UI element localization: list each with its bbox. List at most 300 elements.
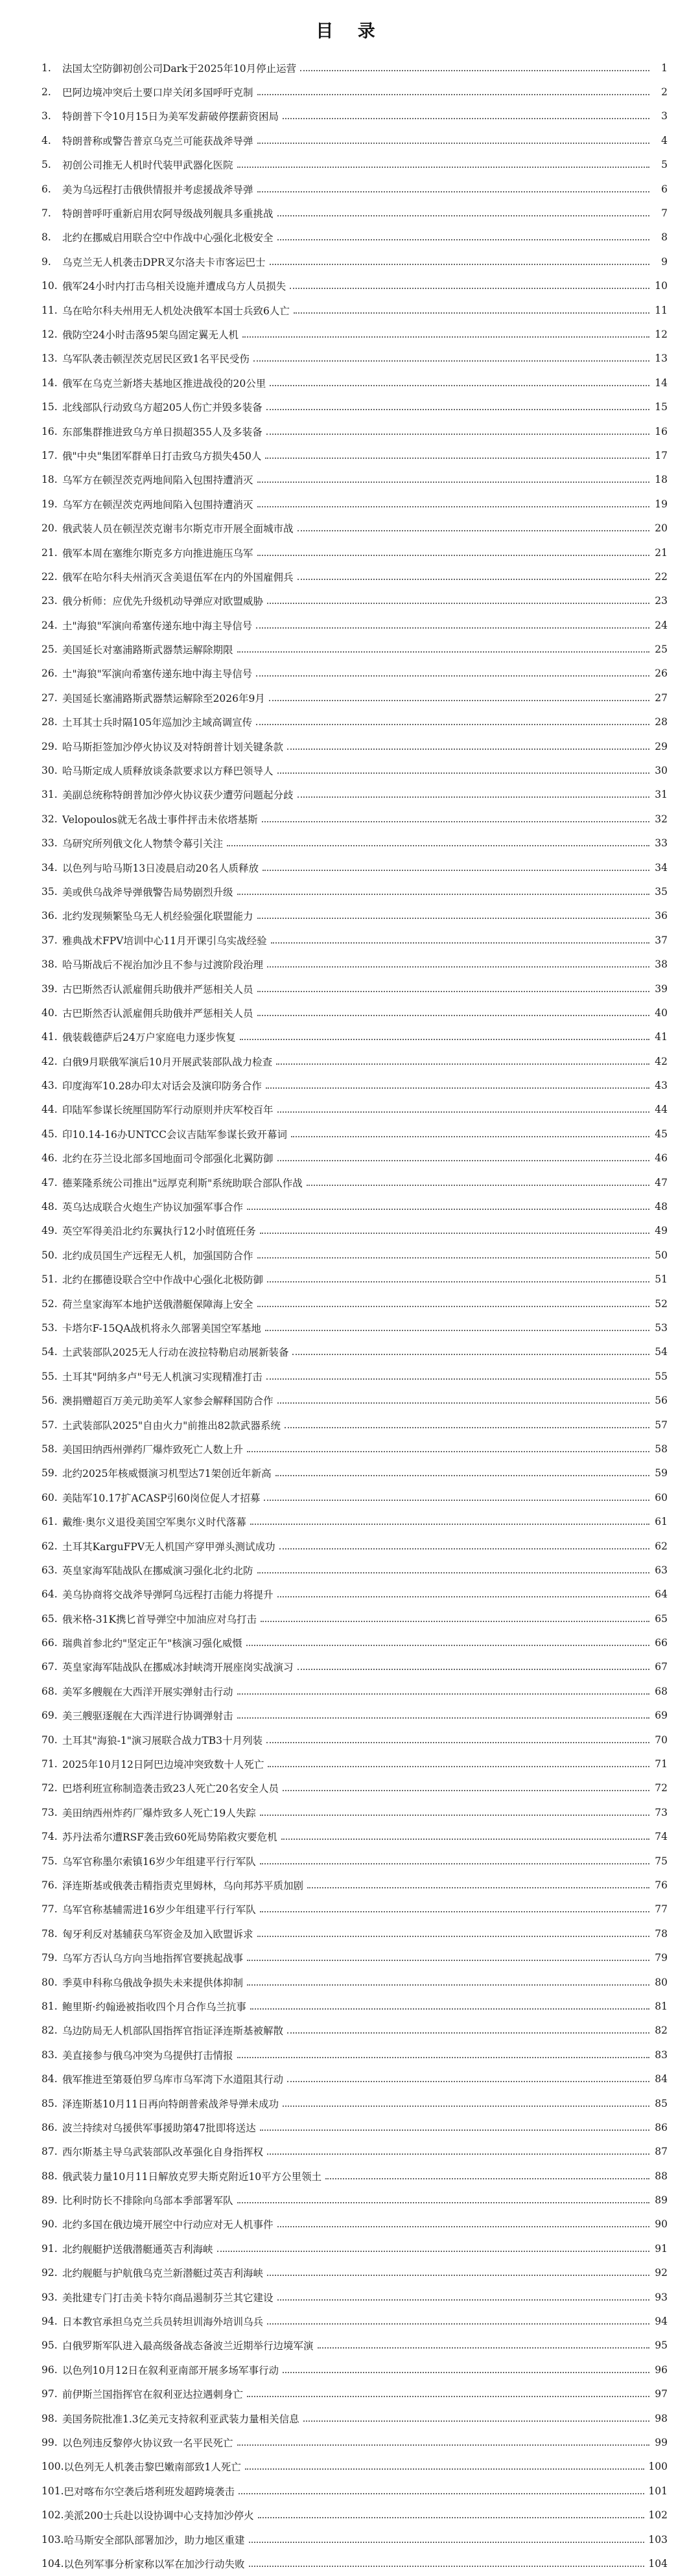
toc-entry-title[interactable]: 乌军方否认乌方向当地指挥官要挑起战事 [62, 1953, 244, 1965]
toc-entry-page-number: 56 [655, 1395, 668, 1407]
toc-entry-number: 47. [41, 1176, 58, 1189]
toc-entry[interactable] [41, 1146, 668, 1170]
toc-entry-page-number: 28 [655, 716, 668, 728]
toc-entry[interactable] [41, 1049, 668, 1073]
toc-entry-page-number: 100 [648, 2461, 668, 2473]
toc-entry-title[interactable]: 特朗普下令10月15日为美军发薪破停摆薪资困局 [62, 111, 279, 123]
toc-entry-page-number: 36 [655, 910, 668, 922]
toc-entry-page-number: 72 [655, 1782, 668, 1794]
toc-entry-page-number: 42 [655, 1055, 668, 1067]
toc-entry-page-number: 74 [655, 1831, 668, 1843]
toc-entry[interactable] [41, 734, 668, 758]
toc-entry[interactable] [41, 2406, 668, 2430]
toc-entry[interactable] [41, 226, 668, 249]
toc-entry-title[interactable]: 英皇家海军陆战队在挪威冰封峡湾开展座岗实战演习 [62, 1662, 294, 1674]
toc-entry[interactable] [41, 274, 668, 298]
toc-dot-leader [249, 2542, 645, 2543]
toc-entry-title[interactable]: 哈马斯战后不视治加沙且不参与过渡阶段治理 [62, 959, 264, 971]
toc-entry-title[interactable]: 俄军推进至第聂伯罗乌库市乌军湾下水道阻其行动 [62, 2074, 284, 2086]
toc-entry-number: 32. [41, 813, 58, 825]
toc-entry[interactable] [41, 56, 668, 80]
toc-entry[interactable] [41, 2503, 668, 2527]
toc-entry-number: 4. [41, 134, 51, 146]
toc-entry-title[interactable]: 美国田纳西州弹药厂爆炸致死亡人数上升 [62, 1443, 244, 1456]
toc-dot-leader [250, 2008, 649, 2010]
toc-entry-page-number: 9 [661, 255, 668, 268]
toc-entry[interactable] [41, 1509, 668, 1533]
toc-entry-title[interactable]: 北约2025年核威慑演习机型达71架创近年新高 [62, 1468, 272, 1480]
toc-entry[interactable] [41, 1607, 668, 1630]
toc-entry[interactable] [41, 1679, 668, 1703]
toc-entry-title[interactable]: 北约舰艇护送俄潜艇通英吉利海峡 [62, 2243, 213, 2255]
toc-dot-leader [237, 1717, 649, 1719]
toc-entry-title[interactable]: 匈牙利反对基辅获乌军资金及加入欧盟诉求 [62, 1928, 253, 1940]
toc-entry[interactable] [41, 2188, 668, 2212]
toc-entry-page-number: 83 [655, 2048, 668, 2061]
toc-entry-title[interactable]: 巴阿边境冲突后土要口岸关闭多国呼吁克制 [62, 87, 253, 99]
toc-entry[interactable] [41, 613, 668, 637]
toc-entry-title[interactable]: 美陆军10.17扩ACASP引60岗位促人才招募 [62, 1492, 261, 1504]
toc-entry[interactable] [41, 128, 668, 152]
toc-entry[interactable] [41, 419, 668, 443]
toc-entry-title[interactable]: 美或供乌战斧导弹俄警告局势剧烈升级 [62, 886, 233, 898]
toc-entry[interactable] [41, 540, 668, 564]
toc-entry-title[interactable]: 北约在挪威启用联合空中作战中心强化北极安全 [62, 232, 274, 244]
toc-entry-title[interactable]: 美副总统称特朗普加沙停火协议获少遭劳问题起分歧 [62, 789, 294, 802]
toc-entry[interactable] [41, 1388, 668, 1412]
toc-entry-page-number: 88 [655, 2170, 668, 2182]
toc-entry[interactable] [41, 2551, 668, 2575]
toc-entry-title[interactable]: 西尔斯基主导乌武装部队改革强化自身指挥权 [62, 2146, 264, 2159]
toc-entry[interactable] [41, 1437, 668, 1461]
toc-entry[interactable] [41, 298, 668, 322]
toc-entry[interactable] [41, 2285, 668, 2309]
toc-entry-number: 64. [41, 1588, 58, 1601]
toc-entry-title[interactable]: 美直接参与俄乌冲突为乌提供打击情报 [62, 2049, 233, 2061]
toc-entry-number: 71. [41, 1758, 58, 1770]
toc-dot-leader [237, 1693, 649, 1695]
toc-entry-number: 40. [41, 1006, 58, 1019]
toc-entry[interactable] [41, 2140, 668, 2164]
toc-dot-leader [257, 555, 649, 556]
toc-entry[interactable] [41, 492, 668, 516]
toc-entry[interactable] [41, 1873, 668, 1897]
toc-entry-number: 12. [41, 328, 58, 340]
toc-entry[interactable] [41, 1194, 668, 1218]
toc-entry[interactable] [41, 1073, 668, 1097]
toc-entry-title[interactable]: 北约在挪德设联合空中作战中心强化北极防御 [62, 1274, 264, 1286]
toc-dot-leader [260, 1815, 649, 1816]
toc-entry-title[interactable]: 前伊斯兰国指挥官在叙利亚达拉遇刺身亡 [62, 2389, 244, 2401]
toc-entry-title[interactable]: 土"海狼"军演向希塞传递东地中海主导信号 [62, 620, 253, 632]
toc-dot-leader [277, 1111, 649, 1113]
toc-entry-title[interactable]: 土耳其KarguFPV无人机国产穿甲弹头测试成功 [62, 1540, 275, 1553]
toc-entry-title[interactable]: 北线部队行动致乌方超205人伤亡并毁多装备 [62, 402, 262, 414]
toc-entry-page-number: 54 [655, 1346, 668, 1358]
toc-entry[interactable] [41, 977, 668, 1001]
toc-entry-title[interactable]: 比利时防长不排除向乌部本季部署军队 [62, 2195, 233, 2207]
toc-dot-leader [269, 700, 649, 701]
toc-title: 目 录 [316, 21, 384, 41]
toc-entry[interactable] [41, 2115, 668, 2139]
toc-entry[interactable] [41, 347, 668, 371]
toc-entry[interactable] [41, 322, 668, 346]
toc-entry-title[interactable]: 以色列与哈马斯13日凌晨启动20名人质释放 [62, 862, 259, 874]
toc-entry-title[interactable]: 美派200士兵赴以设协调中心支持加沙停火 [64, 2510, 254, 2522]
toc-entry-number: 45. [41, 1128, 58, 1140]
toc-entry[interactable] [41, 1752, 668, 1776]
toc-entry-title[interactable]: 北约舰艇与护航俄乌克兰新潜艇过英吉利海峡 [62, 2268, 264, 2280]
toc-entry[interactable] [41, 1994, 668, 2018]
toc-entry[interactable] [41, 249, 668, 273]
toc-dot-leader [237, 651, 649, 653]
toc-entry[interactable] [41, 2236, 668, 2260]
toc-entry-title[interactable]: 乌在哈尔科夫州用无人机处决俄军本国士兵致6人亡 [62, 305, 290, 317]
toc-entry-number: 22. [41, 570, 58, 583]
toc-dot-leader [257, 1015, 649, 1016]
toc-entry[interactable] [41, 662, 668, 686]
toc-entry[interactable] [41, 928, 668, 952]
toc-entry[interactable] [41, 1122, 668, 1146]
toc-entry-title[interactable]: 雅典战术FPV培训中心11月开课引乌实战经验 [62, 934, 267, 947]
toc-entry-page-number: 64 [655, 1588, 668, 1601]
toc-dot-leader [237, 2057, 649, 2058]
toc-entry[interactable] [41, 1461, 668, 1485]
toc-entry-title[interactable]: 美军多艘舰在大西洋开展实弹射击行动 [62, 1686, 233, 1698]
toc-entry[interactable] [41, 2358, 668, 2382]
toc-entry-title[interactable]: 乌军队袭击顿涅茨克居民区致1名平民受伤 [62, 353, 250, 366]
toc-entry-number: 13. [41, 353, 58, 365]
toc-entry[interactable] [41, 2382, 668, 2406]
toc-entry-title[interactable]: 美批建专门打击美卡特尔商品遏制芬兰其它建设 [62, 2292, 274, 2304]
toc-entry-title[interactable]: 美国延长对塞浦路斯武器禁运解除期限 [62, 644, 233, 656]
toc-entry-number: 3. [41, 110, 51, 122]
toc-dot-leader [287, 2032, 649, 2034]
toc-entry-page-number: 68 [655, 1685, 668, 1697]
toc-entry-page-number: 20 [655, 522, 668, 535]
toc-entry-title[interactable]: 印度海军10.28办印太对话会及演印防务合作 [62, 1080, 262, 1093]
toc-entry-title[interactable]: 苏丹法希尔遭RSF袭击致60死局势陷救灾要危机 [62, 1831, 277, 1844]
toc-entry-page-number: 73 [655, 1806, 668, 1818]
toc-entry[interactable] [41, 104, 668, 128]
toc-entry-title[interactable]: 印10.14-16办UNTCC会议吉陆军参谋长致开幕词 [62, 1128, 288, 1141]
toc-entry-title[interactable]: 俄武装人员在顿涅茨克谢韦尔斯克市开展全面城市战 [62, 523, 294, 535]
toc-entry[interactable] [41, 855, 668, 879]
toc-dot-leader [242, 336, 649, 338]
toc-entry[interactable] [41, 1921, 668, 1945]
toc-entry[interactable] [41, 80, 668, 104]
toc-entry[interactable] [41, 1776, 668, 1800]
toc-entry[interactable] [41, 2067, 668, 2091]
toc-entry-number: 25. [41, 644, 58, 656]
toc-entry-number: 73. [41, 1806, 58, 1818]
toc-entry-title[interactable]: 东部集群推进致乌方单日损超355人及多装备 [62, 426, 262, 438]
toc-dot-leader [257, 1572, 649, 1573]
toc-dot-leader [227, 845, 649, 846]
toc-entry[interactable] [41, 1970, 668, 1994]
toc-entry-title[interactable]: 俄装载德萨后24万户家庭电力逐步恢复 [62, 1032, 236, 1044]
toc-entry-title[interactable]: 乌研究所列俄文化人物禁令幕引关注 [62, 838, 224, 850]
toc-entry-number: 6. [41, 183, 51, 195]
toc-dot-leader [318, 2347, 649, 2349]
toc-entry[interactable] [41, 153, 668, 177]
toc-entry-page-number: 48 [655, 1201, 668, 1213]
toc-entry-page-number: 30 [655, 765, 668, 777]
toc-entry[interactable] [41, 468, 668, 492]
toc-dot-leader [290, 288, 649, 289]
toc-entry-page-number: 16 [655, 425, 668, 437]
toc-entry-title[interactable]: 俄军在哈尔科夫州消灭含美退伍军在内的外国雇佣兵 [62, 571, 294, 583]
toc-entry-page-number: 96 [655, 2363, 668, 2376]
toc-dot-leader [291, 1136, 649, 1137]
toc-entry-title[interactable]: 美国延长塞浦路斯武器禁运解除至2026年9月 [62, 692, 265, 704]
toc-entry-title[interactable]: 俄防空24小时击落95架乌固定翼无人机 [62, 329, 239, 341]
toc-entry[interactable] [41, 1170, 668, 1194]
toc-dot-leader [247, 2396, 649, 2397]
toc-entry-title[interactable]: 卡塔尔F-15QA战机将永久部署美国空军基地 [62, 1323, 261, 1334]
toc-entry-title[interactable]: 以色列10月12日在叙利亚南部开展多场军事行动 [62, 2364, 279, 2376]
toc-entry-number: 33. [41, 837, 58, 850]
toc-entry-page-number: 82 [655, 2025, 668, 2037]
toc-entry[interactable] [41, 2043, 668, 2067]
toc-entry[interactable] [41, 2455, 668, 2479]
toc-entry[interactable] [41, 831, 668, 855]
toc-entry[interactable] [41, 1558, 668, 1582]
toc-entry-title[interactable]: 美国务院批准1.3亿美元支持叙利亚武装力量相关信息 [62, 2413, 299, 2425]
toc-entry-title[interactable]: 俄军在乌克兰新塔夫基地区推进战役的20公里 [62, 377, 266, 389]
toc-entry-title[interactable]: 俄武装力量10月11日解放克罗夫斯克附近10平方公里领土 [62, 2170, 322, 2183]
toc-entry[interactable] [41, 1243, 668, 1267]
toc-entry[interactable] [41, 1316, 668, 1340]
toc-entry-number: 18. [41, 474, 58, 486]
toc-entry[interactable] [41, 1800, 668, 1824]
toc-entry-title[interactable]: 特朗普呼吁重新启用农阿导级战列舰具多重挑战 [62, 208, 274, 220]
toc-entry-title[interactable]: 土"海狼"军演向希塞传递东地中海主导信号 [62, 668, 253, 680]
toc-entry-number: 78. [41, 1927, 58, 1940]
toc-entry[interactable] [41, 1485, 668, 1509]
toc-entry-title[interactable]: 巴对喀布尔空袭后塔利班发超跨境袭击 [64, 2485, 235, 2498]
toc-entry-page-number: 61 [655, 1516, 668, 1528]
toc-entry[interactable] [41, 516, 668, 540]
toc-entry-number: 103. [41, 2533, 64, 2546]
toc-dot-leader [247, 1960, 649, 1961]
toc-entry-number: 68. [41, 1685, 58, 1697]
toc-entry-page-number: 95 [655, 2339, 668, 2352]
toc-entry-title[interactable]: 季莫申科称乌俄战争损失未来提供体抑制 [62, 1977, 244, 1989]
toc-entry[interactable] [41, 2309, 668, 2333]
toc-entry[interactable] [41, 371, 668, 395]
toc-entry[interactable] [41, 1364, 668, 1388]
toc-dot-leader [303, 2420, 649, 2422]
toc-entry-title[interactable]: 土武装部队2025"自由火力"前推出82款武器系统 [62, 1419, 281, 1432]
toc-entry-title[interactable]: 俄军24小时内打击乌相关设施并遭成乌方人员损失 [62, 281, 286, 293]
toc-entry[interactable] [41, 710, 668, 734]
toc-entry[interactable] [41, 2091, 668, 2115]
toc-entry[interactable] [41, 2334, 668, 2358]
toc-entry[interactable] [41, 2164, 668, 2188]
toc-entry[interactable] [41, 879, 668, 903]
toc-entry[interactable] [41, 2430, 668, 2454]
toc-entry-title[interactable]: 乌克兰无人机袭击DPR叉尔洛夫卡市客运巴士 [62, 256, 266, 268]
toc-entry-title[interactable]: 以色列违反黎停火协议致一名平民死亡 [62, 2437, 233, 2449]
toc-entry[interactable] [41, 2212, 668, 2236]
toc-dot-leader [247, 1451, 649, 1452]
toc-dot-leader [268, 1766, 649, 1767]
toc-entry-title[interactable]: 北约多国在俄边境开展空中行动应对无人机事件 [62, 2219, 274, 2231]
toc-entry-title[interactable]: 英乌达成联合火炮生产协议加强军事合作 [62, 1201, 244, 1214]
toc-entry-title[interactable]: 特朗普称或警告普京乌克兰可能获战斧导弹 [62, 135, 253, 147]
toc-entry[interactable] [41, 1413, 668, 1437]
toc-entry-title[interactable]: 土耳其"阿纳多卢"号无人机演习实现精准打击 [62, 1371, 262, 1383]
toc-entry[interactable] [41, 177, 668, 201]
toc-entry[interactable] [41, 443, 668, 467]
toc-entry[interactable] [41, 637, 668, 661]
toc-entry-page-number: 81 [655, 2000, 668, 2012]
toc-entry-title[interactable]: 乌边防局无人机部队国指挥官指证泽连斯基被解散 [62, 2025, 284, 2037]
toc-entry-title[interactable]: 英空军得美沿北约东翼执行12小时值班任务 [62, 1225, 256, 1238]
toc-entry-title[interactable]: 日本教官承担乌克兰兵员转坦训海外培训乌兵 [62, 2316, 264, 2328]
toc-entry-title[interactable]: 北约在芬兰设北部多国地面司令部强化北翼防御 [62, 1153, 274, 1165]
toc-entry-number: 58. [41, 1443, 58, 1455]
toc-entry-title[interactable]: 俄军本周在塞维尔斯克多方向推进施压乌军 [62, 547, 253, 559]
toc-dot-leader [260, 1233, 649, 1234]
toc-entry[interactable] [41, 1025, 668, 1049]
toc-entry-title[interactable]: 泽连斯基10月11日再向特朗普索战斧导弹未成功 [62, 2098, 279, 2110]
toc-entry[interactable] [41, 1219, 668, 1243]
toc-entry[interactable] [41, 758, 668, 782]
toc-entry[interactable] [41, 1825, 668, 1849]
toc-entry[interactable] [41, 1704, 668, 1728]
toc-entry[interactable] [41, 201, 668, 225]
toc-entry-title[interactable]: 美田纳西州炸药厂爆炸致多人死亡19人失踪 [62, 1807, 256, 1819]
toc-entry-number: 57. [41, 1419, 58, 1431]
toc-entry[interactable] [41, 1001, 668, 1025]
toc-entry-title[interactable]: 英皇家海军陆战队在挪威演习强化北约北防 [62, 1564, 253, 1577]
toc-entry[interactable] [41, 952, 668, 976]
toc-entry-title[interactable]: 印陆军参谋长统厘国防军行动原则并庆军校百年 [62, 1104, 274, 1117]
toc-entry[interactable] [41, 1340, 668, 1364]
toc-entry[interactable] [41, 589, 668, 613]
toc-entry-title[interactable]: 白俄罗斯军队进入最高级备战态备波兰近期举行边境军演 [62, 2340, 314, 2352]
toc-entry-page-number: 60 [655, 1491, 668, 1503]
toc-entry-number: 54. [41, 1346, 58, 1358]
toc-entry[interactable] [41, 1945, 668, 1969]
toc-entry-title[interactable]: 土耳其士兵时隔105年巡加沙主域高调宣传 [62, 717, 253, 729]
toc-dot-leader [256, 724, 649, 725]
toc-entry-title[interactable]: 荷兰皇家海军本地护送俄潜艇保障海上安全 [62, 1298, 253, 1310]
toc-entry[interactable] [41, 1655, 668, 1679]
toc-entry-title[interactable]: 北约发现频繁坠乌无人机经验强化联盟能力 [62, 911, 253, 923]
toc-entry-page-number: 66 [655, 1637, 668, 1649]
toc-entry-number: 2. [41, 86, 51, 99]
toc-entry-title[interactable]: 德莱隆系统公司推出"远厚克利斯"系统助联合部队作战 [62, 1177, 303, 1189]
toc-entry-title[interactable]: 澳捐赠超百万美元助美军人家参会解释国防合作 [62, 1395, 274, 1408]
toc-entry-number: 7. [41, 207, 51, 220]
toc-entry[interactable] [41, 686, 668, 710]
toc-entry[interactable] [41, 564, 668, 588]
toc-entry-number: 65. [41, 1612, 58, 1625]
toc-entry-title[interactable]: 土耳其"海狼-1"演习展联合战力TB3十月列装 [62, 1734, 262, 1746]
toc-entry-title[interactable]: 乌军方在顿涅茨克两地间陷入包围持遭消灭 [62, 498, 253, 511]
toc-entry-title[interactable]: 乌军方在顿涅茨克两地间陷入包围持遭消灭 [62, 474, 253, 487]
toc-entry-title[interactable]: 美乌协商将交战斧导弹阿乌远程打击能力将提升 [62, 1589, 274, 1601]
toc-entry-title[interactable]: 乌军官称墨尔索镇16岁少年组建平行行军队 [62, 1855, 256, 1868]
toc-entry-title[interactable]: 俄米格-31K携匕首导弹空中加油应对乌打击 [62, 1613, 257, 1625]
toc-entry-number: 31. [41, 789, 58, 801]
toc-entry-page-number: 22 [655, 570, 668, 583]
toc-entry[interactable] [41, 1583, 668, 1607]
toc-entry[interactable] [41, 1897, 668, 1921]
toc-entry[interactable] [41, 395, 668, 419]
toc-entry-title[interactable]: 泽连斯基或俄袭击精指责克里姆林，乌向邦苏平质加剧 [62, 1879, 304, 1892]
toc-entry-number: 9. [41, 255, 51, 268]
toc-entry-title[interactable]: 以色列军事分析家称以军在加沙行动失败 [64, 2558, 245, 2570]
toc-entry-title[interactable]: 古巴斯然否认派雇佣兵助俄并严惩相关人员 [62, 1007, 253, 1019]
toc-entry-title[interactable]: 2025年10月12日阿巴边境冲突致数十人死亡 [62, 1759, 264, 1771]
toc-entry-title[interactable]: 巴塔利班宣称制造袭击致23人死亡20名安全人员 [62, 1783, 279, 1795]
toc-entry-title[interactable]: 土武装部队2025无人行动在波拉特勒启动展新装备 [62, 1347, 289, 1359]
toc-entry-title[interactable]: 法国太空防御初创公司Dark于2025年10月停止运营 [62, 62, 297, 75]
toc-entry[interactable] [41, 1292, 668, 1316]
toc-entry-number: 82. [41, 2025, 58, 2037]
toc-entry-title[interactable]: 哈马斯安全部队部署加沙，助力地区重建 [64, 2534, 245, 2546]
toc-entry[interactable] [41, 1849, 668, 1873]
toc-entry-title[interactable]: 北约成员国生产远程无人机，加强国防合作 [62, 1249, 253, 1262]
toc-entry-title[interactable]: 美为乌远程打击俄供情报并考虑援战斧导弹 [62, 183, 253, 196]
toc-entry[interactable] [41, 1630, 668, 1654]
toc-entry[interactable] [41, 2479, 668, 2503]
toc-entry[interactable] [41, 904, 668, 928]
toc-entry-number: 50. [41, 1249, 58, 1261]
toc-entry-title[interactable]: 波兰持续对乌援供军事援助第47批即将送达 [62, 2122, 256, 2134]
toc-entry[interactable] [41, 2261, 668, 2285]
toc-dot-leader [266, 409, 649, 410]
toc-entry-title[interactable]: 初创公司推无人机时代装甲武器化医院 [62, 159, 233, 172]
toc-entry-title[interactable]: 俄"中央"集团军群单日打击致乌方损失450人 [62, 450, 262, 462]
toc-entry-title[interactable]: 乌军官称基辅需进16岁少年组建平行行军队 [62, 1904, 256, 1916]
toc-dot-leader [277, 1402, 649, 1404]
toc-entry-title[interactable]: 以色列无人机袭击黎巴嫩南部致1人死亡 [64, 2461, 241, 2474]
toc-dot-leader [246, 1645, 649, 1646]
toc-entry-number: 97. [41, 2388, 58, 2400]
toc-entry-page-number: 84 [655, 2073, 668, 2085]
toc-entry-title[interactable]: 鲍里斯·约翰逊被指收四个月合作乌兰抗事 [62, 2001, 246, 2013]
toc-entry-title[interactable]: 哈马斯拒签加沙停火协议及对特朗普计划关键条款 [62, 741, 284, 753]
toc-entry-title[interactable]: 哈马斯定成人质释放谈条款要求以方释巴领导人 [62, 765, 274, 778]
toc-entry-page-number: 97 [655, 2388, 668, 2400]
toc-entry[interactable] [41, 1098, 668, 1122]
toc-entry-title[interactable]: 戴维·奥尔义退役美国空军奥尔义时代落幕 [62, 1516, 246, 1529]
toc-entry-page-number: 67 [655, 1661, 668, 1673]
toc-entry[interactable] [41, 2527, 668, 2551]
toc-entry-number: 16. [41, 425, 58, 437]
toc-entry-title[interactable]: 美三艘驱逐舰在大西洋进行协调弹射击 [62, 1710, 233, 1723]
toc-entry[interactable] [41, 1268, 668, 1292]
toc-entry[interactable] [41, 807, 668, 831]
toc-entry-title[interactable]: 俄分析师：应优先升级机动导弹应对欧盟威胁 [62, 596, 264, 608]
toc-entry-title[interactable]: 白俄9月联俄军演后10月开展武装部队战力检查 [62, 1056, 273, 1068]
toc-entry[interactable] [41, 1534, 668, 1558]
toc-dot-leader [257, 506, 649, 507]
toc-entry[interactable] [41, 2019, 668, 2043]
toc-dot-leader [262, 870, 649, 871]
toc-entry[interactable] [41, 1728, 668, 1752]
toc-dot-leader [267, 2275, 649, 2276]
toc-entry-title[interactable]: 古巴斯然否认派雇佣兵助俄并严惩相关人员 [62, 983, 253, 995]
toc-entry-title[interactable]: 瑞典首参北约"坚定正午"核演习强化威慑 [62, 1638, 242, 1650]
toc-entry[interactable] [41, 783, 668, 807]
toc-entry-title[interactable]: Velopoulos就无名战士事件抨击未依塔基斯 [62, 813, 258, 826]
